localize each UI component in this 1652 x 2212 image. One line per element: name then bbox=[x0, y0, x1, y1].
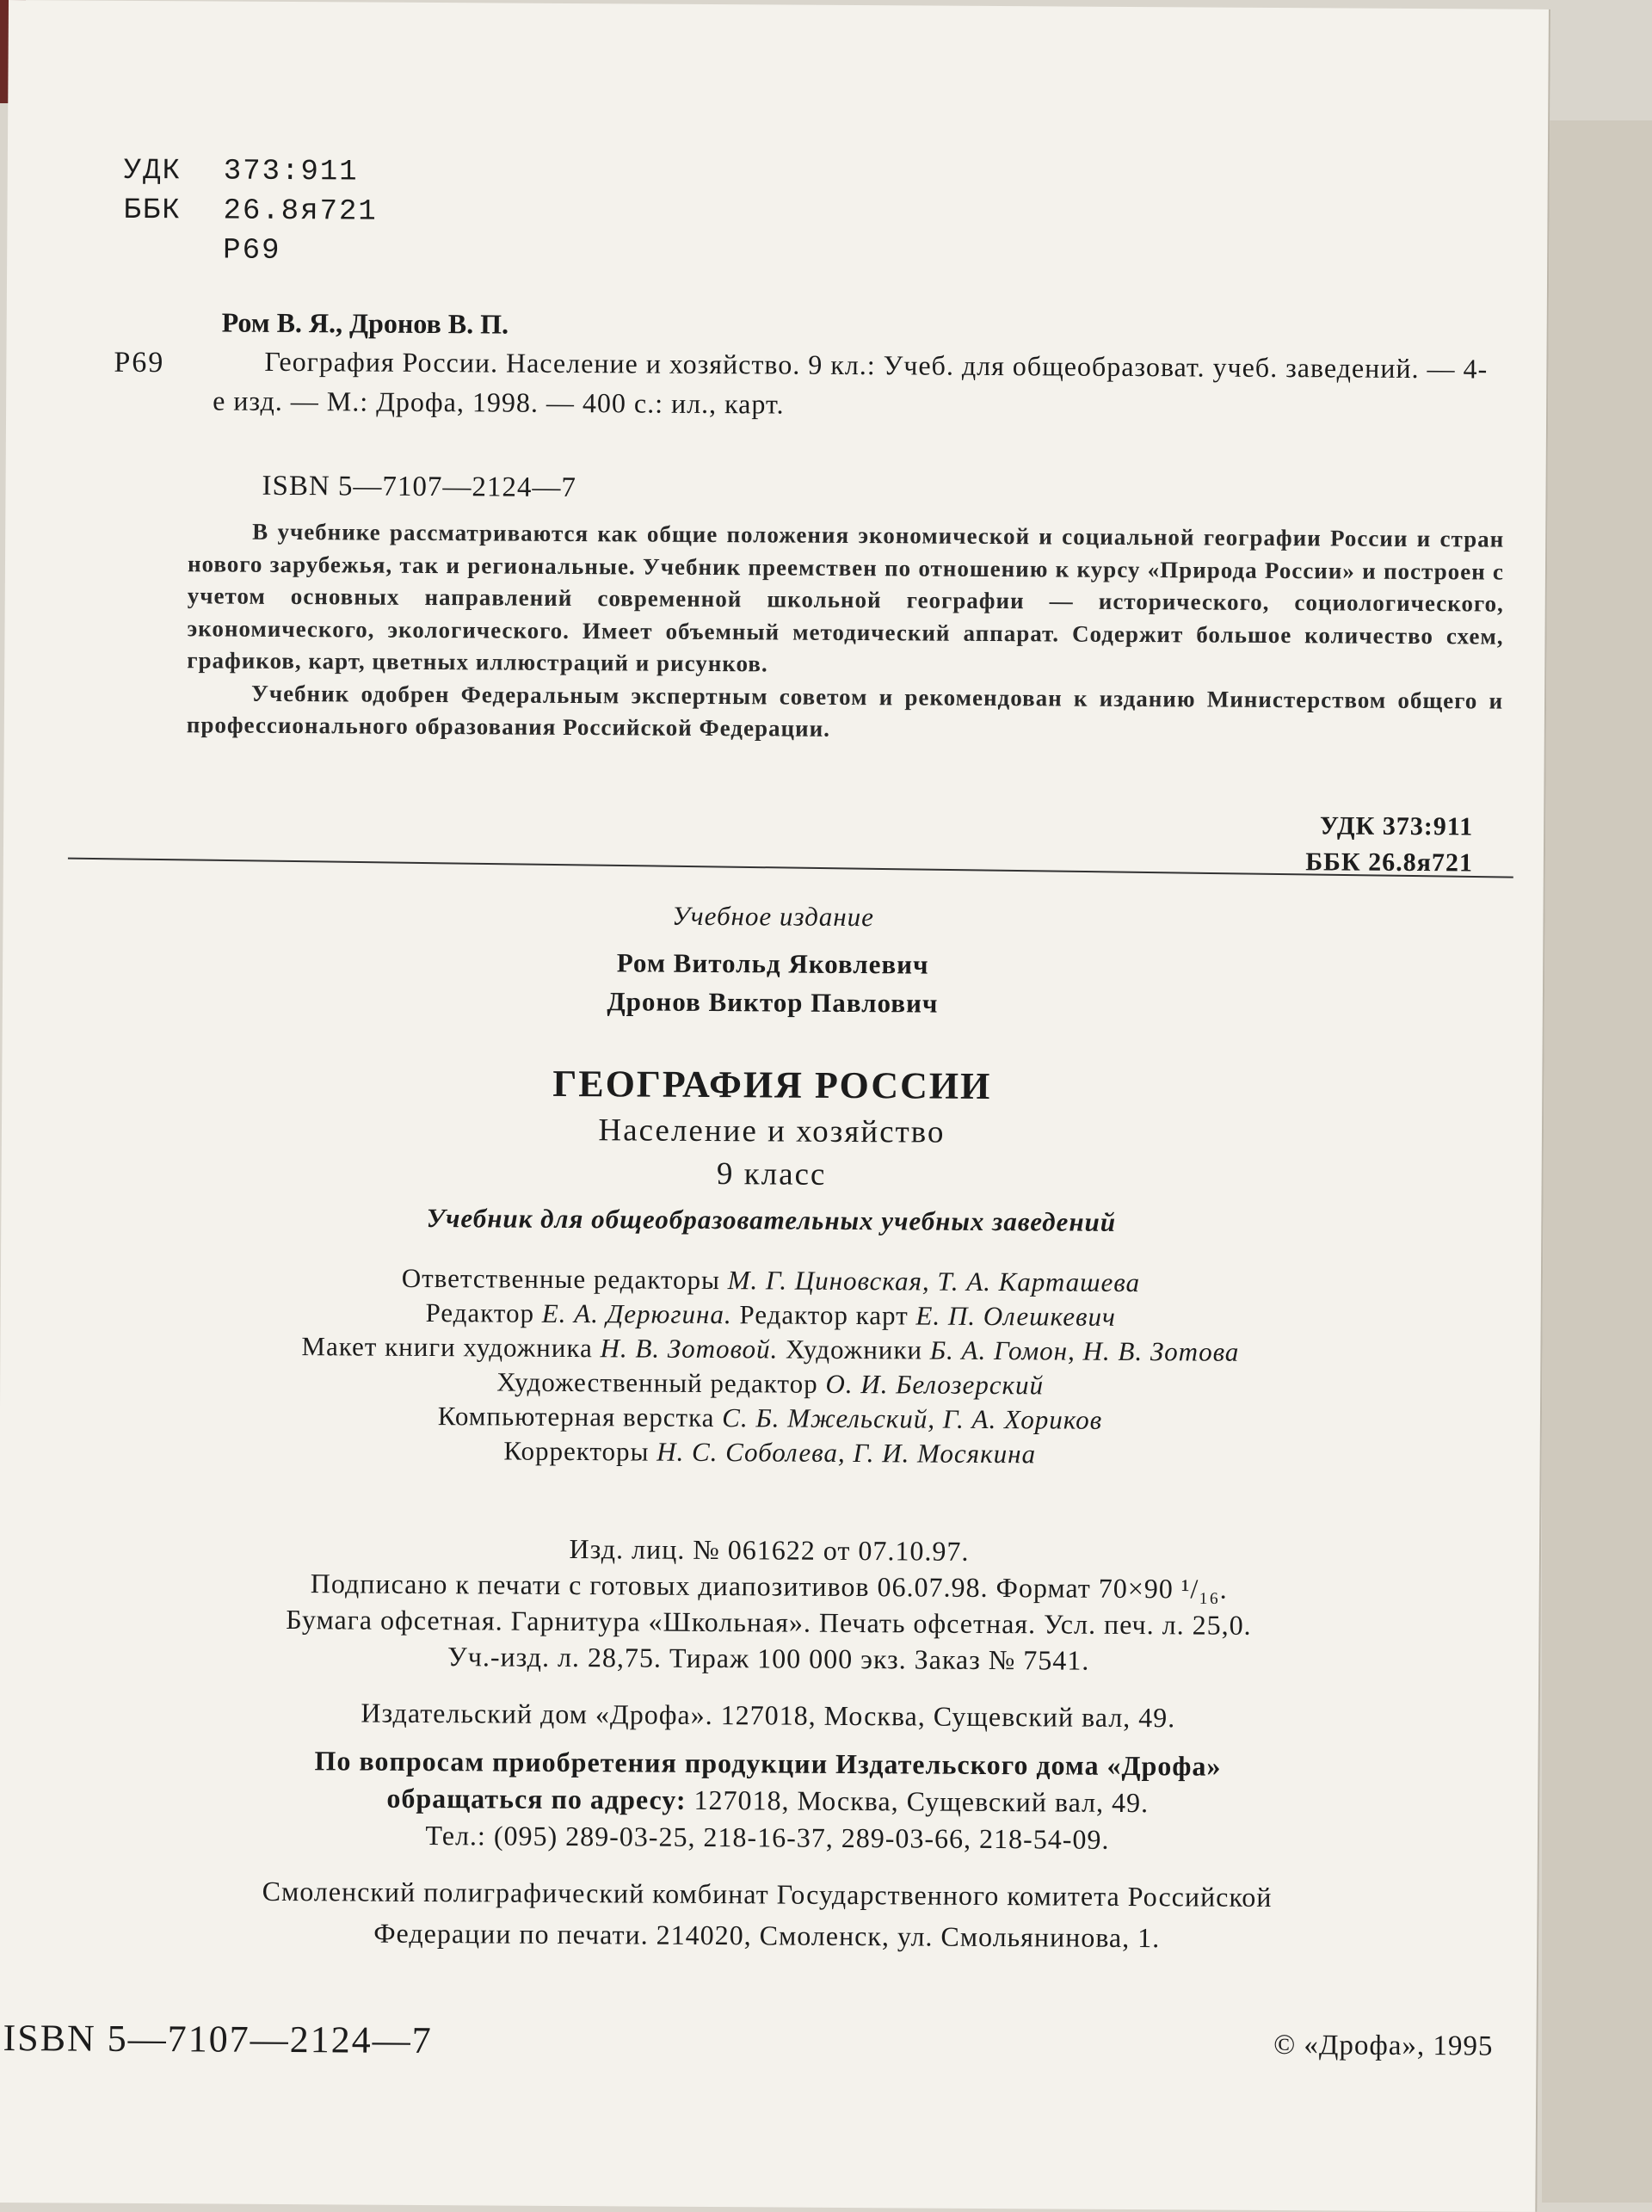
orders-line-2: обращаться по адресу: 127018, Москва, Сущевский вал, 49. bbox=[386, 1782, 1150, 1819]
catalog-isbn: ISBN 5—7107—2124—7 bbox=[262, 470, 577, 504]
credit-layout-artists: Макет книги художника Н. В. Зотовой. Художники Б. А. Гомон, Н. В. Зотова bbox=[301, 1331, 1240, 1367]
textbook-audience: Учебник для общеобразовательных учебных заведений bbox=[426, 1202, 1117, 1237]
next-page-edge bbox=[1542, 120, 1652, 2203]
imprint-paper: Бумага офсетная. Гарнитура «Школьная». Печать офсетная. Усл. печ. л. 25,0. bbox=[286, 1604, 1252, 1641]
classification-right bbox=[1305, 808, 1473, 881]
orders-phones: Тел.: (095) 289-03-25, 218-16-37, 289-03-66, 218-54-09. bbox=[425, 1819, 1110, 1855]
orders-info bbox=[0, 1741, 1538, 1861]
author-full-name-2: Дронов Виктор Павлович bbox=[607, 986, 939, 1019]
book-title: ГЕОГРАФИЯ РОССИИ bbox=[552, 1062, 992, 1108]
credit-resp-editors: Ответственные редакторы М. Г. Циновская, Т. А. Карташева bbox=[401, 1262, 1141, 1298]
bbk-label: ББК bbox=[123, 194, 182, 228]
credits bbox=[0, 1259, 1541, 1475]
credit-proofreaders: Корректоры Н. С. Соболева, Г. И. Мосякина bbox=[503, 1435, 1037, 1470]
bbk-line: ББК 26.8я721 bbox=[1305, 847, 1474, 878]
edition-type: Учебное издание bbox=[671, 900, 875, 933]
book-grade: 9 класс bbox=[716, 1156, 827, 1192]
catalog-mark: Р69 bbox=[114, 346, 165, 379]
book-subtitle: Население и хозяйство bbox=[598, 1112, 946, 1150]
publisher-address: Издательский дом «Дрофа». 127018, Москва, Сущевский вал, 49. bbox=[361, 1697, 1176, 1734]
abstract bbox=[187, 515, 1505, 749]
author-full-name-1: Ром Витольд Яковлевич bbox=[616, 947, 929, 980]
divider-line bbox=[68, 858, 1513, 878]
printer-line-1: Смоленский полиграфический комбинат Государственного комитета Российской bbox=[262, 1875, 1273, 1913]
printer-line-2: Федерации по печати. 214020, Смоленск, ул. Смольянинова, 1. bbox=[373, 1917, 1161, 1954]
classification-block bbox=[123, 151, 378, 272]
bbk-code: 26.8я721 bbox=[223, 194, 378, 229]
abstract-paragraph-2: Учебник одобрен Федеральным экспертным советом и рекомендован к изданию Министерством общего и профессионального образования Российской Федерации. bbox=[186, 680, 1504, 742]
imprint-license: Изд. лиц. № 061622 от 07.10.97. bbox=[569, 1533, 970, 1567]
credit-art-editor: Художественный редактор О. И. Белозерский bbox=[496, 1366, 1045, 1401]
footer-isbn: ISBN 5—7107—2124—7 bbox=[3, 2017, 433, 2062]
udk-label: УДК bbox=[123, 154, 182, 188]
author-mark: Р69 bbox=[223, 234, 281, 268]
udk-line: УДК 373:911 bbox=[1319, 811, 1474, 841]
credit-editors: Редактор Е. А. Дерюгина. Редактор карт Е. П. Олешкевич bbox=[425, 1297, 1116, 1332]
printer-info bbox=[0, 1869, 1538, 1961]
catalog-description: География России. Население и хозяйство. 9 кл.: Учеб. для общеобразоват. учеб. заведений. — 4-е изд. — М.: Дрофа, 1998. — 400 с.: ил., карт. bbox=[213, 345, 1489, 420]
footer-copyright: © «Дрофа», 1995 bbox=[1273, 2030, 1494, 2062]
catalog-authors: Ром В. Я., Дронов В. П. bbox=[221, 306, 509, 340]
abstract-paragraph-1: В учебнике рассматриваются как общие положения экономической и социальной географии России и стран нового зарубежья, так и региональные. Учебник преемствен по отношению к курсу «Природа России» и построен с учетом основных направлений современной школьной географии — исторического, социологического, экономического, экологического. Имеет объемный методический аппарат. Содержит большое количество схем, графиков, карт, цветных иллюстраций и рисунков. bbox=[187, 518, 1505, 677]
imprint-run: Уч.-изд. л. 28,75. Тираж 100 000 экз. Заказ № 7541. bbox=[447, 1641, 1090, 1676]
imprint-signed: Подписано к печати с готовых диапозитивов 06.07.98. Формат 70×90 ¹/₁₆. bbox=[310, 1568, 1228, 1605]
credit-typesetting: Компьютерная верстка С. Б. Мжельский, Г. А. Хориков bbox=[437, 1401, 1103, 1435]
udk-code: 373:911 bbox=[223, 155, 359, 189]
imprint bbox=[0, 1527, 1539, 1681]
orders-line-1: По вопросам приобретения продукции Издательского дома «Дрофа» bbox=[314, 1745, 1222, 1782]
